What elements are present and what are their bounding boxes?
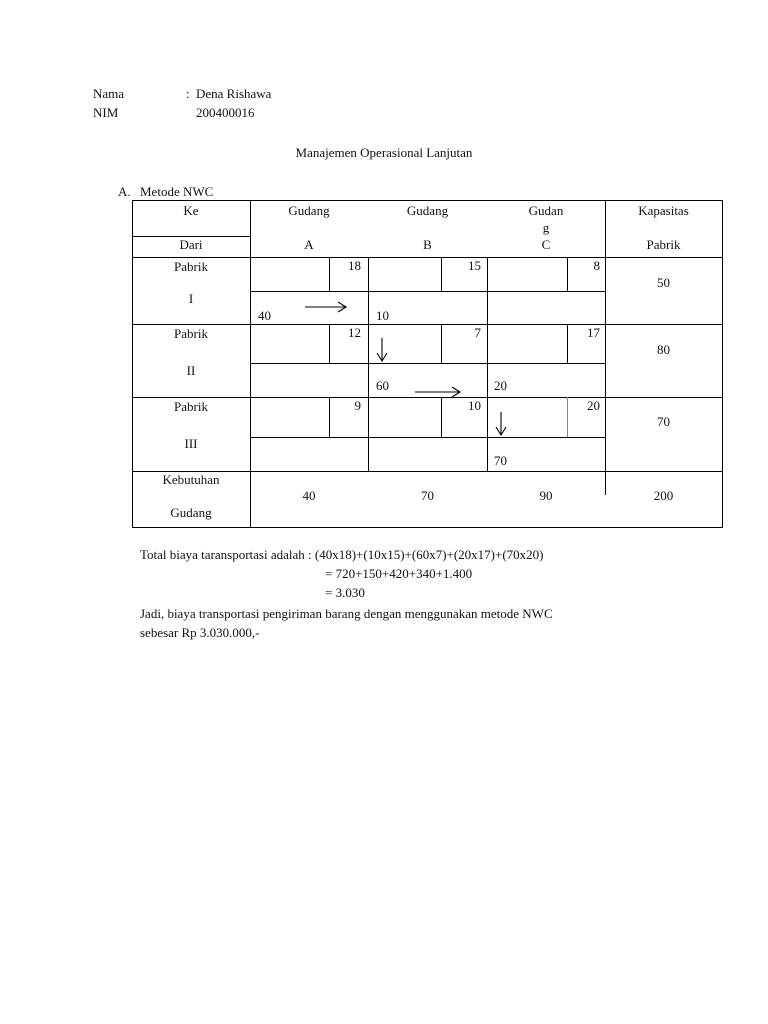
header-pabrik: Pabrik: [646, 237, 681, 252]
row-1-capacity: 50: [657, 275, 670, 290]
calc-line-3: = 3.030: [325, 585, 365, 600]
header-dari: Dari: [179, 237, 203, 252]
row-2-cost-c: 17: [587, 325, 600, 340]
demand-label-2: Gudang: [170, 505, 212, 520]
header-gudang-a: Gudang: [288, 203, 330, 218]
calc-line-1: Total biaya taransportasi adalah : (40x18)+(10x15)+(60x7)+(20x17)+(70x20): [140, 547, 544, 562]
row-1-cost-a: 18: [348, 258, 361, 273]
header-c: C: [541, 237, 551, 252]
row-1-alloc-b: 10: [376, 308, 389, 323]
header-a: A: [304, 237, 314, 252]
arrow-right-icon: [305, 302, 346, 312]
row-1-roman: I: [188, 291, 194, 306]
page-title: Manajemen Operasional Lanjutan: [295, 145, 473, 160]
conclusion-line-1: Jadi, biaya transportasi pengiriman barang dengan menggunakan metode NWC: [140, 606, 553, 621]
header-gudang-c: Gudan: [528, 203, 564, 218]
arrow-down-icon: [496, 412, 506, 435]
row-3-alloc-c: 70: [494, 453, 507, 468]
row-1-cost-b: 15: [468, 258, 481, 273]
calc-line-2: = 720+150+420+340+1.400: [325, 566, 473, 581]
name-value: Dena Rishawa: [196, 86, 272, 101]
header-gudang-b: Gudang: [406, 203, 449, 218]
row-2-cost-a: 12: [348, 325, 361, 340]
arrow-down-icon: [377, 338, 387, 361]
section-heading: Metode NWC: [140, 184, 214, 199]
row-1-alloc-a: 40: [258, 308, 271, 323]
header-b: B: [423, 237, 432, 252]
row-3-label: Pabrik: [174, 399, 208, 414]
row-2-label: Pabrik: [174, 326, 208, 341]
row-1-label: Pabrik: [174, 259, 208, 274]
row-2-alloc-b: 60: [376, 378, 389, 393]
row-3-roman: III: [184, 436, 198, 451]
nim-label: NIM: [93, 105, 119, 120]
demand-b: 70: [421, 488, 434, 503]
demand-c: 90: [539, 488, 553, 503]
header-kapasitas: Kapasitas: [638, 203, 689, 218]
row-3-capacity: 70: [657, 414, 670, 429]
row-1-cost-c: 8: [593, 258, 600, 273]
arrow-right-icon: [415, 387, 460, 397]
section-marker: A.: [118, 184, 131, 199]
conclusion-line-2: sebesar Rp 3.030.000,-: [140, 625, 260, 640]
row-2-cost-b: 7: [474, 325, 481, 340]
row-2-capacity: 80: [657, 342, 670, 357]
demand-total: 200: [653, 488, 674, 503]
row-3-cost-c: 20: [587, 398, 600, 413]
header-gudang-c-wrap: g: [542, 220, 550, 235]
demand-a: 40: [302, 488, 316, 503]
nim-value: 200400016: [196, 105, 255, 120]
demand-label: Kebutuhan: [162, 472, 220, 487]
name-separator: :: [186, 86, 190, 101]
name-label: Nama: [93, 86, 125, 101]
row-2-alloc-c: 20: [494, 378, 507, 393]
row-3-cost-a: 9: [354, 398, 361, 413]
row-3-cost-b: 10: [468, 398, 481, 413]
row-2-roman: II: [186, 363, 196, 378]
header-ke: Ke: [183, 203, 199, 218]
